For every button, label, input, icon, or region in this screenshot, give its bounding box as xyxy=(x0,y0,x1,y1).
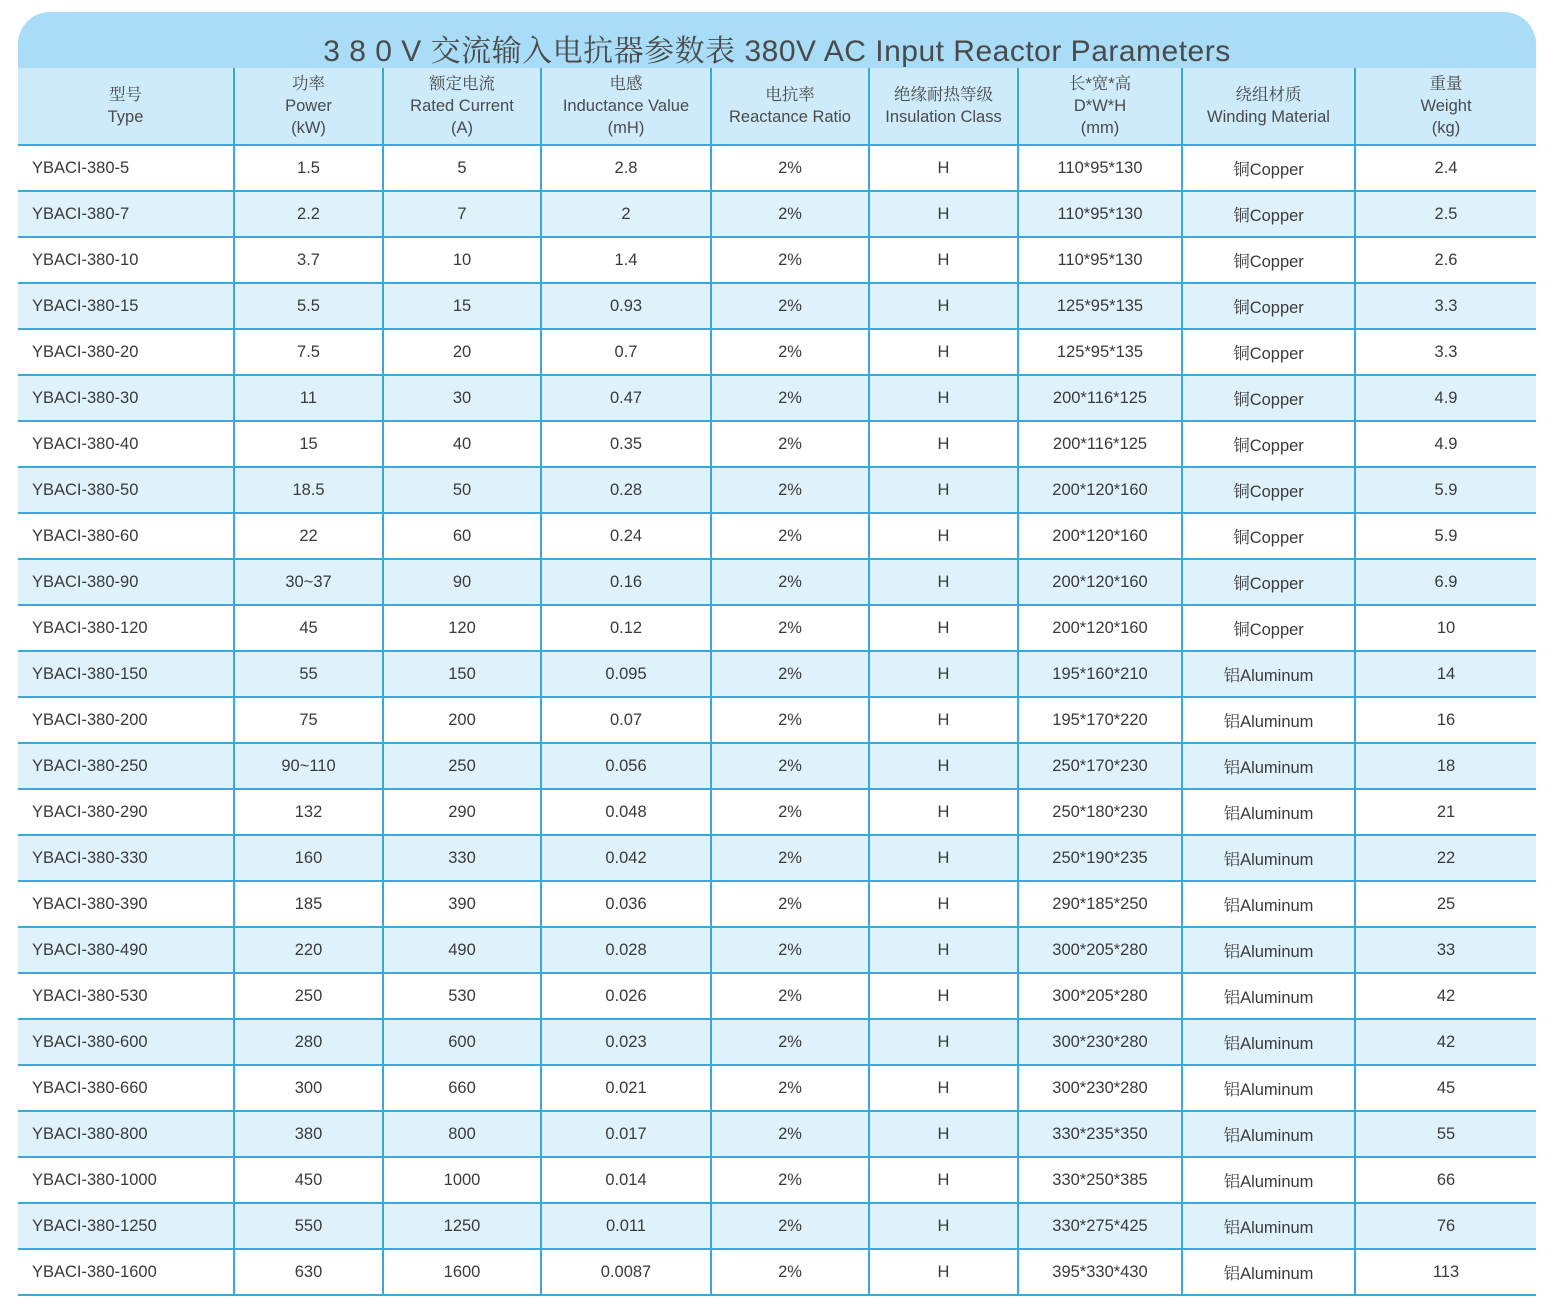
cell-dimensions: 250*170*230 xyxy=(1018,743,1182,789)
cell-weight: 4.9 xyxy=(1355,421,1536,467)
cell-reactance-ratio: 2% xyxy=(711,881,869,927)
cell-reactance-ratio: 2% xyxy=(711,1203,869,1249)
cell-reactance-ratio: 2% xyxy=(711,1111,869,1157)
cell-weight: 45 xyxy=(1355,1065,1536,1111)
cell-power: 55 xyxy=(234,651,383,697)
table-row xyxy=(18,1203,1536,1249)
cell-power: 380 xyxy=(234,1111,383,1157)
cell-dimensions: 200*116*125 xyxy=(1018,421,1182,467)
cell-power: 90~110 xyxy=(234,743,383,789)
column-header-line: Inductance Value xyxy=(562,97,690,115)
table-row xyxy=(18,467,1536,513)
cell-rated-current: 800 xyxy=(383,1111,541,1157)
cell-inductance: 0.028 xyxy=(541,927,711,973)
cell-type: YBACI-380-90 xyxy=(18,559,234,605)
table-row xyxy=(18,1249,1536,1295)
cell-rated-current: 530 xyxy=(383,973,541,1019)
cell-inductance: 0.011 xyxy=(541,1203,711,1249)
cell-dimensions: 250*180*230 xyxy=(1018,789,1182,835)
cell-dimensions: 195*160*210 xyxy=(1018,651,1182,697)
cell-insulation-class: H xyxy=(869,145,1018,191)
cell-dimensions: 330*275*425 xyxy=(1018,1203,1182,1249)
cell-insulation-class: H xyxy=(869,743,1018,789)
cell-weight: 5.9 xyxy=(1355,467,1536,513)
cell-insulation-class: H xyxy=(869,283,1018,329)
cell-type: YBACI-380-20 xyxy=(18,329,234,375)
table-header-row xyxy=(18,68,1536,145)
parameter-table xyxy=(18,68,1536,1296)
cell-power: 250 xyxy=(234,973,383,1019)
table-row xyxy=(18,789,1536,835)
cell-type: YBACI-380-490 xyxy=(18,927,234,973)
cell-rated-current: 150 xyxy=(383,651,541,697)
cell-weight: 3.3 xyxy=(1355,329,1536,375)
cell-insulation-class: H xyxy=(869,421,1018,467)
cell-dimensions: 110*95*130 xyxy=(1018,237,1182,283)
cell-type: YBACI-380-150 xyxy=(18,651,234,697)
cell-winding-material: 铝Aluminum xyxy=(1182,1157,1355,1203)
cell-type: YBACI-380-5 xyxy=(18,145,234,191)
cell-winding-material: 铝Aluminum xyxy=(1182,651,1355,697)
cell-reactance-ratio: 2% xyxy=(711,605,869,651)
cell-inductance: 0.16 xyxy=(541,559,711,605)
cell-rated-current: 20 xyxy=(383,329,541,375)
column-header-line: Insulation Class xyxy=(885,108,1002,126)
cell-type: YBACI-380-1000 xyxy=(18,1157,234,1203)
cell-weight: 2.6 xyxy=(1355,237,1536,283)
cell-dimensions: 110*95*130 xyxy=(1018,145,1182,191)
cell-rated-current: 330 xyxy=(383,835,541,881)
cell-winding-material: 铝Aluminum xyxy=(1182,927,1355,973)
cell-reactance-ratio: 2% xyxy=(711,1065,869,1111)
table-row xyxy=(18,743,1536,789)
cell-power: 22 xyxy=(234,513,383,559)
cell-inductance: 0.023 xyxy=(541,1019,711,1065)
cell-weight: 113 xyxy=(1355,1249,1536,1295)
cell-weight: 42 xyxy=(1355,973,1536,1019)
column-header-type xyxy=(18,68,234,145)
cell-power: 2.2 xyxy=(234,191,383,237)
column-header-line: (kg) xyxy=(1431,119,1461,137)
cell-type: YBACI-380-1250 xyxy=(18,1203,234,1249)
column-header-line: Rated Current xyxy=(410,97,514,115)
table-row xyxy=(18,1157,1536,1203)
column-header-line: 功率 xyxy=(292,75,325,93)
column-header-line: Weight xyxy=(1420,97,1472,115)
cell-rated-current: 120 xyxy=(383,605,541,651)
cell-winding-material: 铜Copper xyxy=(1182,191,1355,237)
cell-power: 550 xyxy=(234,1203,383,1249)
cell-power: 1.5 xyxy=(234,145,383,191)
cell-inductance: 0.47 xyxy=(541,375,711,421)
cell-rated-current: 90 xyxy=(383,559,541,605)
cell-type: YBACI-380-800 xyxy=(18,1111,234,1157)
cell-dimensions: 250*190*235 xyxy=(1018,835,1182,881)
cell-reactance-ratio: 2% xyxy=(711,191,869,237)
cell-weight: 22 xyxy=(1355,835,1536,881)
cell-dimensions: 290*185*250 xyxy=(1018,881,1182,927)
cell-dimensions: 200*120*160 xyxy=(1018,605,1182,651)
cell-rated-current: 250 xyxy=(383,743,541,789)
table-row xyxy=(18,973,1536,1019)
cell-power: 15 xyxy=(234,421,383,467)
cell-reactance-ratio: 2% xyxy=(711,421,869,467)
cell-inductance: 0.017 xyxy=(541,1111,711,1157)
cell-rated-current: 200 xyxy=(383,697,541,743)
column-header-line: Power xyxy=(285,97,332,115)
cell-reactance-ratio: 2% xyxy=(711,973,869,1019)
cell-power: 630 xyxy=(234,1249,383,1295)
column-header-reactance-ratio xyxy=(711,68,869,145)
cell-winding-material: 铝Aluminum xyxy=(1182,789,1355,835)
cell-inductance: 0.0087 xyxy=(541,1249,711,1295)
cell-dimensions: 200*120*160 xyxy=(1018,467,1182,513)
column-header-dimensions xyxy=(1018,68,1182,145)
column-header-line: (A) xyxy=(451,119,473,137)
cell-insulation-class: H xyxy=(869,697,1018,743)
cell-winding-material: 铝Aluminum xyxy=(1182,1203,1355,1249)
cell-dimensions: 300*205*280 xyxy=(1018,927,1182,973)
cell-power: 75 xyxy=(234,697,383,743)
cell-insulation-class: H xyxy=(869,191,1018,237)
cell-dimensions: 125*95*135 xyxy=(1018,283,1182,329)
cell-type: YBACI-380-15 xyxy=(18,283,234,329)
cell-weight: 10 xyxy=(1355,605,1536,651)
table-row xyxy=(18,835,1536,881)
cell-insulation-class: H xyxy=(869,467,1018,513)
cell-power: 11 xyxy=(234,375,383,421)
cell-reactance-ratio: 2% xyxy=(711,283,869,329)
cell-weight: 6.9 xyxy=(1355,559,1536,605)
cell-dimensions: 110*95*130 xyxy=(1018,191,1182,237)
cell-reactance-ratio: 2% xyxy=(711,1157,869,1203)
cell-type: YBACI-380-330 xyxy=(18,835,234,881)
table-row xyxy=(18,145,1536,191)
cell-weight: 18 xyxy=(1355,743,1536,789)
cell-type: YBACI-380-530 xyxy=(18,973,234,1019)
table-row xyxy=(18,191,1536,237)
cell-insulation-class: H xyxy=(869,329,1018,375)
column-header-insulation-class xyxy=(869,68,1018,145)
cell-weight: 33 xyxy=(1355,927,1536,973)
cell-dimensions: 195*170*220 xyxy=(1018,697,1182,743)
cell-dimensions: 330*250*385 xyxy=(1018,1157,1182,1203)
cell-weight: 5.9 xyxy=(1355,513,1536,559)
column-header-power xyxy=(234,68,383,145)
column-header-line: 重量 xyxy=(1429,75,1463,93)
cell-insulation-class: H xyxy=(869,513,1018,559)
cell-reactance-ratio: 2% xyxy=(711,789,869,835)
cell-type: YBACI-380-120 xyxy=(18,605,234,651)
cell-type: YBACI-380-390 xyxy=(18,881,234,927)
cell-dimensions: 125*95*135 xyxy=(1018,329,1182,375)
column-header-line: Type xyxy=(107,108,144,126)
cell-insulation-class: H xyxy=(869,559,1018,605)
cell-power: 450 xyxy=(234,1157,383,1203)
cell-winding-material: 铜Copper xyxy=(1182,559,1355,605)
table-row xyxy=(18,329,1536,375)
cell-insulation-class: H xyxy=(869,1249,1018,1295)
cell-dimensions: 200*116*125 xyxy=(1018,375,1182,421)
cell-inductance: 0.28 xyxy=(541,467,711,513)
table-row xyxy=(18,1065,1536,1111)
cell-type: YBACI-380-1600 xyxy=(18,1249,234,1295)
title-bar xyxy=(18,12,1536,70)
cell-winding-material: 铝Aluminum xyxy=(1182,973,1355,1019)
cell-power: 18.5 xyxy=(234,467,383,513)
cell-weight: 21 xyxy=(1355,789,1536,835)
cell-insulation-class: H xyxy=(869,881,1018,927)
cell-inductance: 2.8 xyxy=(541,145,711,191)
cell-type: YBACI-380-200 xyxy=(18,697,234,743)
cell-reactance-ratio: 2% xyxy=(711,467,869,513)
column-header-weight xyxy=(1355,68,1536,145)
table-row xyxy=(18,513,1536,559)
cell-winding-material: 铝Aluminum xyxy=(1182,1019,1355,1065)
cell-reactance-ratio: 2% xyxy=(711,743,869,789)
cell-inductance: 0.026 xyxy=(541,973,711,1019)
cell-insulation-class: H xyxy=(869,605,1018,651)
cell-reactance-ratio: 2% xyxy=(711,697,869,743)
cell-inductance: 0.095 xyxy=(541,651,711,697)
cell-weight: 4.9 xyxy=(1355,375,1536,421)
cell-winding-material: 铜Copper xyxy=(1182,605,1355,651)
cell-inductance: 0.12 xyxy=(541,605,711,651)
cell-winding-material: 铜Copper xyxy=(1182,467,1355,513)
cell-winding-material: 铝Aluminum xyxy=(1182,835,1355,881)
cell-reactance-ratio: 2% xyxy=(711,1019,869,1065)
table-row xyxy=(18,697,1536,743)
cell-rated-current: 490 xyxy=(383,927,541,973)
cell-type: YBACI-380-290 xyxy=(18,789,234,835)
cell-power: 300 xyxy=(234,1065,383,1111)
column-header-winding-material xyxy=(1182,68,1355,145)
cell-weight: 16 xyxy=(1355,697,1536,743)
cell-insulation-class: H xyxy=(869,1019,1018,1065)
table-body xyxy=(18,145,1536,1295)
cell-weight: 14 xyxy=(1355,651,1536,697)
cell-power: 185 xyxy=(234,881,383,927)
cell-inductance: 0.036 xyxy=(541,881,711,927)
cell-reactance-ratio: 2% xyxy=(711,237,869,283)
cell-rated-current: 660 xyxy=(383,1065,541,1111)
cell-reactance-ratio: 2% xyxy=(711,329,869,375)
column-header-line: (kW) xyxy=(291,119,326,137)
cell-rated-current: 60 xyxy=(383,513,541,559)
cell-type: YBACI-380-600 xyxy=(18,1019,234,1065)
cell-reactance-ratio: 2% xyxy=(711,513,869,559)
column-header-line: Winding Material xyxy=(1207,108,1330,126)
cell-rated-current: 15 xyxy=(383,283,541,329)
cell-power: 280 xyxy=(234,1019,383,1065)
cell-winding-material: 铜Copper xyxy=(1182,329,1355,375)
cell-power: 160 xyxy=(234,835,383,881)
cell-inductance: 1.4 xyxy=(541,237,711,283)
cell-weight: 3.3 xyxy=(1355,283,1536,329)
cell-reactance-ratio: 2% xyxy=(711,559,869,605)
cell-weight: 2.5 xyxy=(1355,191,1536,237)
cell-inductance: 0.7 xyxy=(541,329,711,375)
cell-rated-current: 600 xyxy=(383,1019,541,1065)
cell-winding-material: 铝Aluminum xyxy=(1182,1249,1355,1295)
cell-rated-current: 390 xyxy=(383,881,541,927)
cell-winding-material: 铝Aluminum xyxy=(1182,881,1355,927)
cell-type: YBACI-380-660 xyxy=(18,1065,234,1111)
cell-weight: 66 xyxy=(1355,1157,1536,1203)
table-row xyxy=(18,421,1536,467)
column-header-line: 电抗率 xyxy=(765,86,815,104)
cell-insulation-class: H xyxy=(869,1111,1018,1157)
cell-inductance: 0.35 xyxy=(541,421,711,467)
column-header-line: 绕组材质 xyxy=(1235,86,1302,104)
cell-reactance-ratio: 2% xyxy=(711,145,869,191)
cell-type: YBACI-380-40 xyxy=(18,421,234,467)
column-header-line: (mH) xyxy=(607,119,645,137)
parameter-sheet xyxy=(18,12,1536,1302)
cell-inductance: 0.24 xyxy=(541,513,711,559)
cell-reactance-ratio: 2% xyxy=(711,1249,869,1295)
cell-dimensions: 395*330*430 xyxy=(1018,1249,1182,1295)
table-row xyxy=(18,559,1536,605)
cell-inductance: 0.021 xyxy=(541,1065,711,1111)
cell-insulation-class: H xyxy=(869,927,1018,973)
cell-inductance: 0.014 xyxy=(541,1157,711,1203)
cell-rated-current: 5 xyxy=(383,145,541,191)
table-row xyxy=(18,237,1536,283)
cell-inductance: 0.048 xyxy=(541,789,711,835)
cell-winding-material: 铜Copper xyxy=(1182,421,1355,467)
table-row xyxy=(18,605,1536,651)
cell-insulation-class: H xyxy=(869,375,1018,421)
cell-insulation-class: H xyxy=(869,651,1018,697)
cell-inductance: 2 xyxy=(541,191,711,237)
cell-power: 5.5 xyxy=(234,283,383,329)
cell-rated-current: 1000 xyxy=(383,1157,541,1203)
cell-dimensions: 300*230*280 xyxy=(1018,1065,1182,1111)
column-header-line: 长*宽*高 xyxy=(1068,75,1132,93)
cell-type: YBACI-380-30 xyxy=(18,375,234,421)
cell-reactance-ratio: 2% xyxy=(711,927,869,973)
cell-rated-current: 1600 xyxy=(383,1249,541,1295)
cell-reactance-ratio: 2% xyxy=(711,651,869,697)
cell-rated-current: 1250 xyxy=(383,1203,541,1249)
column-header-line: 电感 xyxy=(609,75,643,93)
table-row xyxy=(18,1019,1536,1065)
cell-type: YBACI-380-7 xyxy=(18,191,234,237)
cell-power: 45 xyxy=(234,605,383,651)
table-row xyxy=(18,927,1536,973)
cell-rated-current: 30 xyxy=(383,375,541,421)
column-header-line: 绝缘耐热等级 xyxy=(894,86,993,104)
cell-insulation-class: H xyxy=(869,1065,1018,1111)
cell-insulation-class: H xyxy=(869,1203,1018,1249)
column-header-line: Reactance Ratio xyxy=(729,108,851,126)
cell-winding-material: 铜Copper xyxy=(1182,375,1355,421)
column-header-line: 型号 xyxy=(109,86,142,104)
cell-weight: 76 xyxy=(1355,1203,1536,1249)
cell-winding-material: 铝Aluminum xyxy=(1182,1111,1355,1157)
column-header-line: 额定电流 xyxy=(429,75,495,93)
cell-dimensions: 330*235*350 xyxy=(1018,1111,1182,1157)
cell-insulation-class: H xyxy=(869,1157,1018,1203)
cell-inductance: 0.07 xyxy=(541,697,711,743)
cell-power: 30~37 xyxy=(234,559,383,605)
cell-winding-material: 铜Copper xyxy=(1182,237,1355,283)
cell-type: YBACI-380-10 xyxy=(18,237,234,283)
cell-dimensions: 300*205*280 xyxy=(1018,973,1182,1019)
cell-winding-material: 铜Copper xyxy=(1182,145,1355,191)
cell-reactance-ratio: 2% xyxy=(711,835,869,881)
cell-winding-material: 铜Copper xyxy=(1182,513,1355,559)
cell-weight: 42 xyxy=(1355,1019,1536,1065)
cell-rated-current: 40 xyxy=(383,421,541,467)
column-header-inductance xyxy=(541,68,711,145)
cell-insulation-class: H xyxy=(869,789,1018,835)
cell-rated-current: 50 xyxy=(383,467,541,513)
cell-dimensions: 200*120*160 xyxy=(1018,559,1182,605)
table-row xyxy=(18,651,1536,697)
cell-type: YBACI-380-50 xyxy=(18,467,234,513)
column-header-line: D*W*H xyxy=(1073,97,1127,115)
cell-inductance: 0.93 xyxy=(541,283,711,329)
cell-dimensions: 300*230*280 xyxy=(1018,1019,1182,1065)
page-title: 3 8 0 V 交流输入电抗器参数表 380V AC Input Reactor Parameters xyxy=(323,35,1231,68)
cell-power: 7.5 xyxy=(234,329,383,375)
cell-weight: 25 xyxy=(1355,881,1536,927)
cell-winding-material: 铜Copper xyxy=(1182,283,1355,329)
cell-inductance: 0.056 xyxy=(541,743,711,789)
cell-power: 3.7 xyxy=(234,237,383,283)
cell-reactance-ratio: 2% xyxy=(711,375,869,421)
cell-weight: 55 xyxy=(1355,1111,1536,1157)
cell-dimensions: 200*120*160 xyxy=(1018,513,1182,559)
column-header-rated-current xyxy=(383,68,541,145)
cell-weight: 2.4 xyxy=(1355,145,1536,191)
cell-rated-current: 10 xyxy=(383,237,541,283)
cell-type: YBACI-380-60 xyxy=(18,513,234,559)
cell-rated-current: 7 xyxy=(383,191,541,237)
table-row xyxy=(18,1111,1536,1157)
cell-insulation-class: H xyxy=(869,973,1018,1019)
table-row xyxy=(18,375,1536,421)
cell-winding-material: 铝Aluminum xyxy=(1182,697,1355,743)
cell-winding-material: 铝Aluminum xyxy=(1182,743,1355,789)
cell-winding-material: 铝Aluminum xyxy=(1182,1065,1355,1111)
cell-power: 220 xyxy=(234,927,383,973)
cell-inductance: 0.042 xyxy=(541,835,711,881)
cell-insulation-class: H xyxy=(869,835,1018,881)
table-row xyxy=(18,283,1536,329)
table-row xyxy=(18,881,1536,927)
cell-power: 132 xyxy=(234,789,383,835)
cell-insulation-class: H xyxy=(869,237,1018,283)
cell-rated-current: 290 xyxy=(383,789,541,835)
column-header-line: (mm) xyxy=(1080,119,1120,137)
cell-type: YBACI-380-250 xyxy=(18,743,234,789)
